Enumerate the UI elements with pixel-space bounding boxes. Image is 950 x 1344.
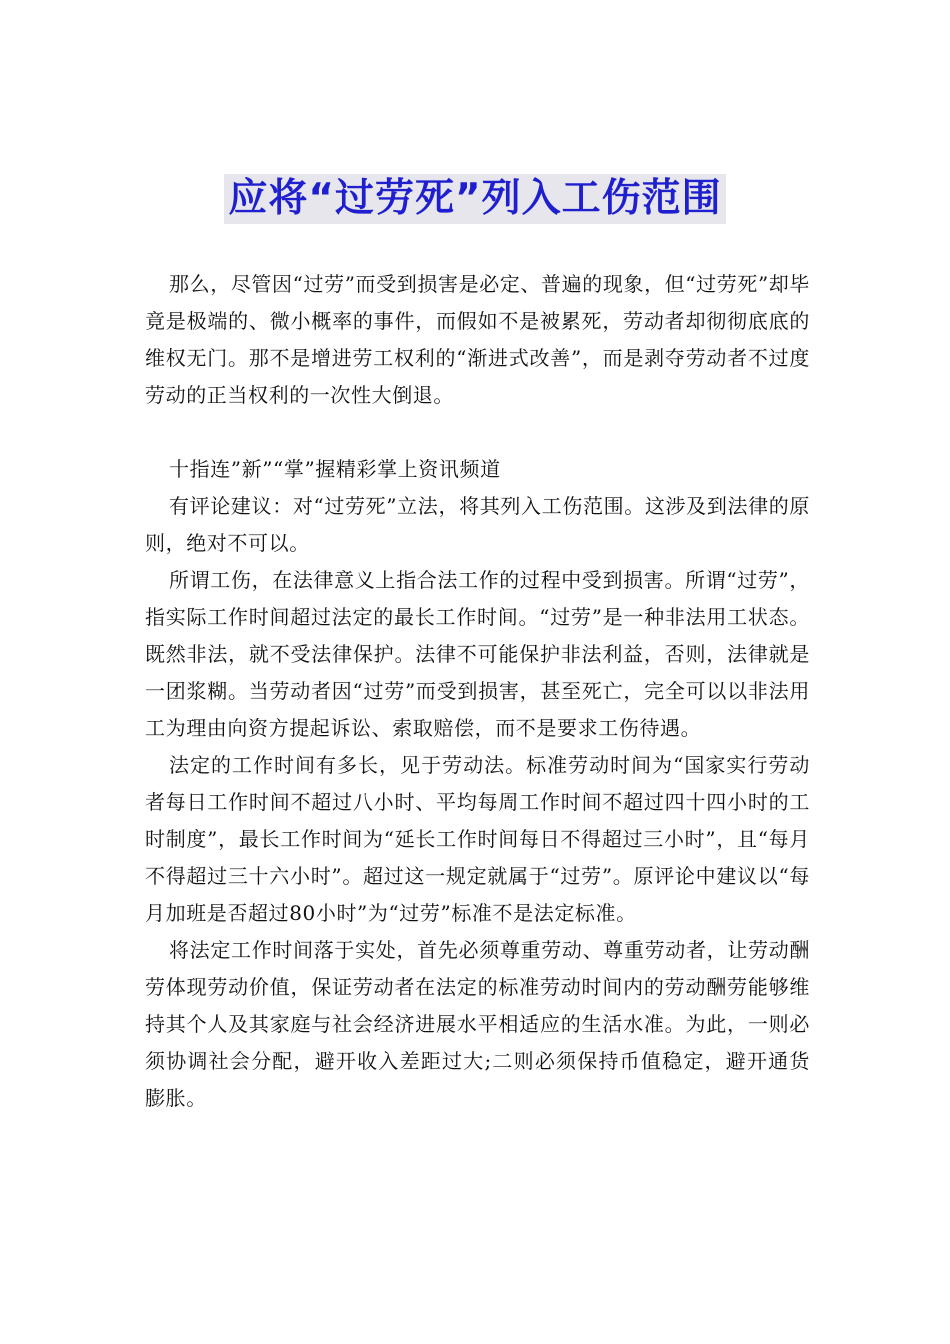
- document-title: 应将“过劳死”列入工伤范围: [224, 174, 725, 224]
- paragraph-4: 所谓工伤，在法律意义上指合法工作的过程中受到损害。所谓“过劳”，指实际工作时间超过法定的最长工作时间。“过劳”是一种非法用工状态。既然非法，就不受法律保护。法律不可能保护非法利益，否则，法律就是一团浆糊。当劳动者因“过劳”而受到损害，甚至死亡，完全可以以非法用工为理由向资方提起诉讼、索取赔偿，而不是要求工伤待遇。: [145, 568, 810, 740]
- paragraph-5: 法定的工作时间有多长，见于劳动法。标准劳动时间为“国家实行劳动者每日工作时间不超过八小时、平均每周工作时间不超过四十四小时的工时制度”，最长工作时间为“延长工作时间每日不得超过三小时”，且“每月不得超过三十六小时”。超过这一规定就属于“过劳”。原评论中建议以“每月加班是否超过80小时”为“过劳”标准不是法定标准。: [145, 753, 810, 925]
- paragraph-6: 将法定工作时间落于实处，首先必须尊重劳动、尊重劳动者，让劳动酬劳体现劳动价值，保证劳动者在法定的标准劳动时间内的劳动酬劳能够维持其个人及其家庭与社会经济进展水平相适应的生活水准。为此，一则必须协调社会分配，避开收入差距过大;二则必须保持币值稳定，避开通货膨胀。: [145, 938, 810, 1110]
- paragraph-3: 有评论建议：对“过劳死”立法，将其列入工伤范围。这涉及到法律的原则，绝对不可以。: [145, 494, 810, 555]
- paragraph-1: 那么，尽管因“过劳”而受到损害是必定、普遍的现象，但“过劳死”却毕竟是极端的、微小概率的事件，而假如不是被累死，劳动者却彻彻底底的维权无门。那不是增进劳工权利的“渐进式改善”，而是剥夺劳动者不过度劳动的正当权利的一次性大倒退。: [145, 272, 810, 407]
- document-body: [145, 266, 810, 1117]
- paragraph-2: 十指连”新”“掌”握精彩掌上资讯频道: [169, 457, 501, 481]
- title-container: [0, 174, 950, 224]
